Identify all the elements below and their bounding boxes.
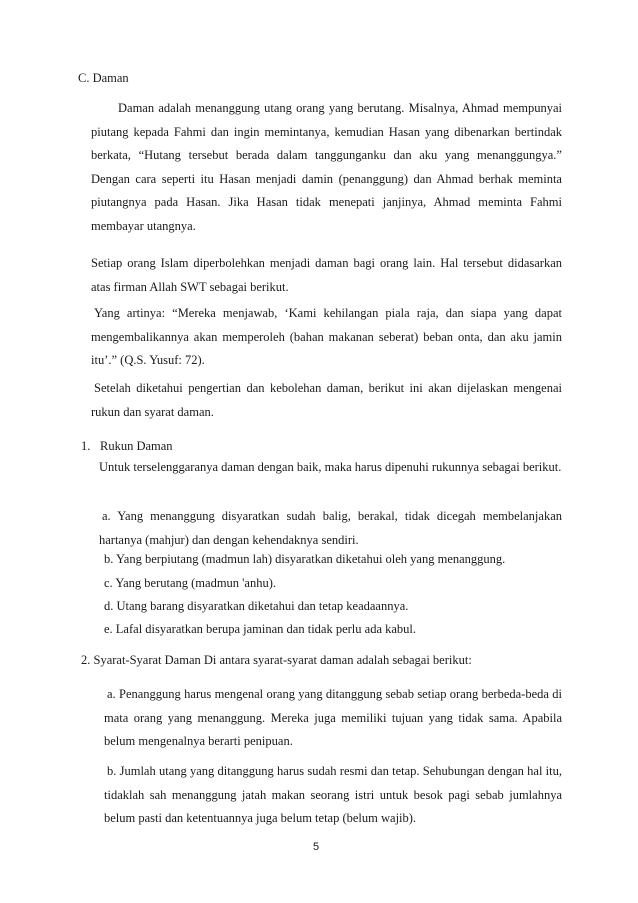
permission-paragraph: Setiap orang Islam diperbolehkan menjadi daman bagi orang lain. Hal tersebut didasarkan atas firman Allah SWT sebagai berikut. xyxy=(91,256,562,294)
rukun-title: Rukun Daman xyxy=(100,439,173,453)
rukun-intro: Untuk terselenggaranya daman dengan baik, maka harus dipenuhi rukunnya sebagai berikut. xyxy=(99,460,562,474)
rukun-heading xyxy=(81,439,173,454)
syarat-item-b: b. Jumlah utang yang ditanggung harus sudah resmi dan tetap. Sehubungan dengan hal itu, tidaklah sah menanggung jatah makan seorang istri untuk besok pagi sebab jumlahnya belum pasti dan ketentuannya juga belum tetap (belum wajib). xyxy=(104,764,562,825)
rukun-number: 1. xyxy=(81,439,91,453)
section-heading: C. Daman xyxy=(78,71,129,85)
rukun-item-d: d. Utang barang disyaratkan diketahui dan tetap keadaannya. xyxy=(104,599,409,613)
page-number: 5 xyxy=(313,841,320,853)
rukun-item-e: e. Lafal disyaratkan berupa jaminan dan tidak perlu ada kabul. xyxy=(104,622,417,636)
syarat-item-a: a. Penanggung harus mengenal orang yang ditanggung sebab setiap orang berbeda-beda di mata orang yang menanggung. Mereka juga memiliki tujuan yang tidak sama. Apabila belum mengenalnya berarti penipuan. xyxy=(104,687,562,748)
transition-paragraph: Setelah diketahui pengertian dan kebolehan daman, berikut ini akan dijelaskan mengenai rukun dan syarat daman. xyxy=(91,381,562,419)
rukun-item-a: a. Yang menanggung disyaratkan sudah balig, berakal, tidak dicegah membelanjakan hartanya (mahjur) dan dengan kehendaknya sendiri. xyxy=(99,509,562,547)
definition-paragraph: Daman adalah menanggung utang orang yang berutang. Misalnya, Ahmad mempunyai piutang kepada Fahmi dan ingin memintanya, kemudian Hasan yang dibenarkan bertindak berkata, “Hutang tersebut berada dalam tanggunganku dan aku yang menanggungya.” Dengan cara seperti itu Hasan menjadi damin (penanggung) dan Ahmad berhak meminta piutangnya pada Hasan. Jika Hasan tidak menepati janjinya, Ahmad meminta Fahmi membayar utangnya. xyxy=(91,101,562,233)
syarat-heading: 2. Syarat-Syarat Daman Di antara syarat-syarat daman adalah sebagai berikut: xyxy=(81,653,472,667)
rukun-item-b: b. Yang berpiutang (madmun lah) disyaratkan diketahui oleh yang menanggung. xyxy=(104,552,506,566)
rukun-item-c: c. Yang berutang (madmun 'anhu). xyxy=(104,576,277,590)
verse-translation-paragraph: Yang artinya: “Mereka menjawab, ‘Kami kehilangan piala raja, dan siapa yang dapat mengembalikannya akan memperoleh (bahan makanan seberat) beban onta, dan aku jamin itu’.” (Q.S. Yusuf: 72). xyxy=(91,306,562,367)
